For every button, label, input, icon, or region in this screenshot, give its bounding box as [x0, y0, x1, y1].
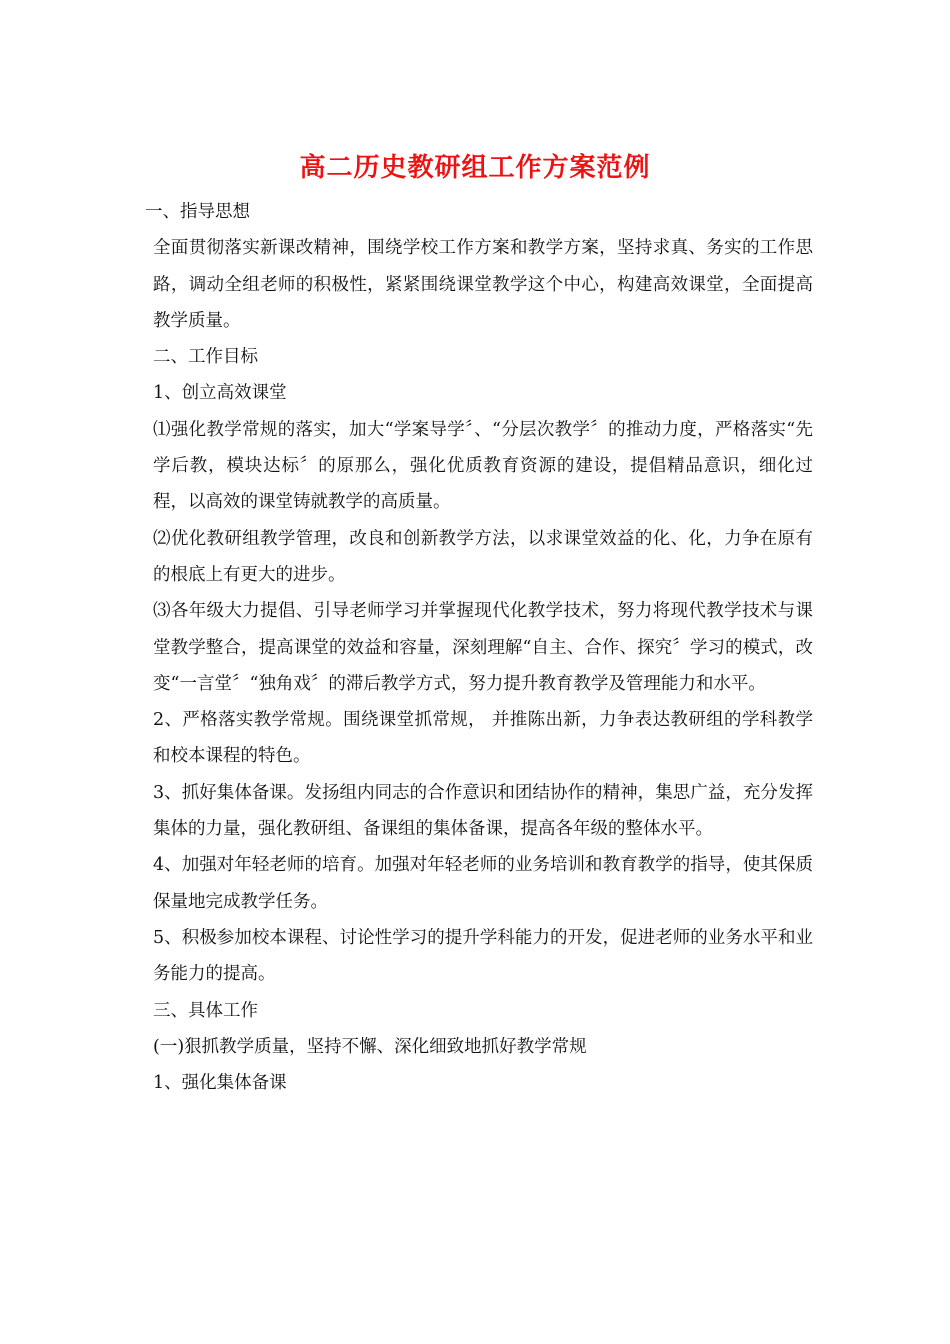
- paragraph-item-2: ⑵优化教研组教学管理，改良和创新教学方法，以求课堂效益的化、化，力争在原有的根底上有更大的进步。: [153, 528, 813, 585]
- paragraph-young-teachers: 4、加强对年轻老师的培育。加强对年轻老师的业务培训和教育教学的指导，使其保质保量地完成教学任务。: [153, 855, 813, 912]
- document-body: [145, 194, 813, 1101]
- paragraph-teaching-routine: 2、严格落实教学常规。围绕课堂抓常规， 并推陈出新，力争表达教研组的学科教学和校本课程的特色。: [153, 710, 813, 767]
- paragraph-item-3: ⑶各年级大力提倡、引导老师学习并掌握现代化教学技术，努力将现代教学技术与课堂教学整合，提高课堂的效益和容量，深刻理解“自主、合作、探究〞学习的模式，改变“一言堂〞“独角戏〞的滞后教学方式，努力提升教育教学及管理能力和水平。: [153, 601, 813, 694]
- paragraph-collective-lesson-prep: 3、抓好集体备课。发扬组内同志的合作意识和团结协作的精神，集思广益，充分发挥集体的力量，强化教研组、备课组的集体备课，提高各年级的整体水平。: [153, 782, 813, 840]
- heading-specific-work: 三、具体工作: [153, 1000, 258, 1021]
- heading-efficient-classroom: 1、创立高效课堂: [153, 383, 287, 404]
- subheading-teaching-quality: (一)狠抓教学质量，坚持不懈、深化细致地抓好教学常规: [153, 1036, 587, 1057]
- subheading-strengthen-prep: 1、强化集体备课: [153, 1073, 287, 1094]
- paragraph-item-1: ⑴强化教学常规的落实，加大“学案导学〞、“分层次教学〞的推动力度，严格落实“先学后教，模块达标〞的原那么，强化优质教育资源的建设，提倡精品意识，细化过程，以高效的课堂铸就教学的高质量。: [153, 419, 813, 513]
- paragraph-school-curriculum: 5、积极参加校本课程、讨论性学习的提升学科能力的开发，促进老师的业务水平和业务能力的提高。: [153, 927, 813, 985]
- paragraph-guiding-ideology: 全面贯彻落实新课改精神，围绕学校工作方案和教学方案，坚持求真、务实的工作思路，调动全组老师的积极性，紧紧围绕课堂教学这个中心，构建高效课堂，全面提高教学质量。: [153, 238, 813, 331]
- document-title: 高二历史教研组工作方案范例: [299, 153, 651, 183]
- heading-work-goals: 二、工作目标: [153, 347, 258, 368]
- heading-guiding-ideology: 一、指导思想: [145, 202, 250, 222]
